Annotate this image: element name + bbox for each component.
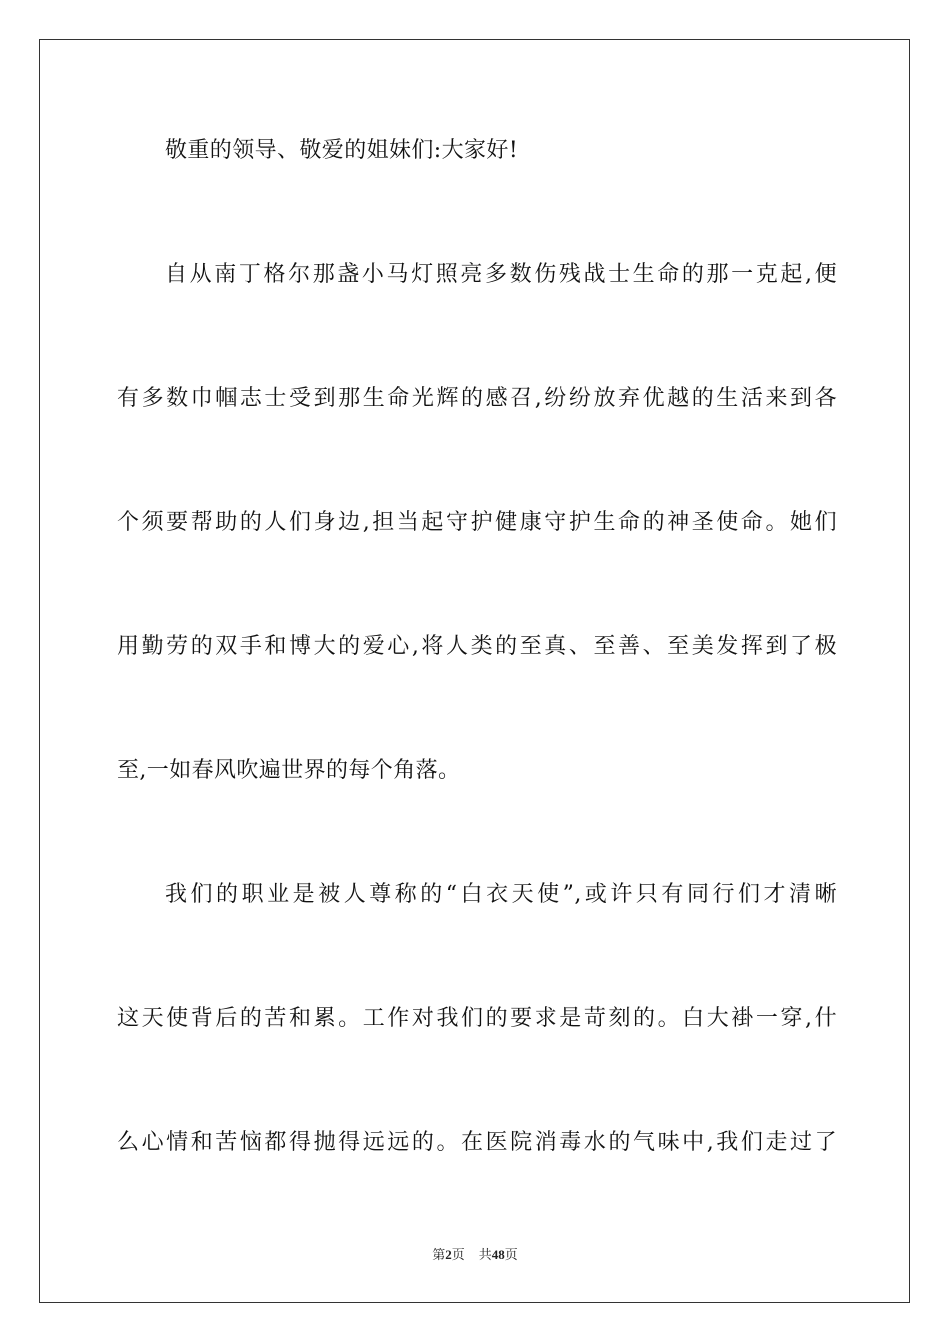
page-footer (0, 1246, 950, 1264)
paragraph-line: 至,一如春风吹遍世界的每个角落。 (117, 758, 461, 783)
page-border (39, 39, 910, 1303)
paragraph-line: 自从南丁格尔那盏小马灯照亮多数伤残战士生命的那一克起,便 (165, 262, 837, 287)
paragraph-line: 敬重的领导、敬爱的姐妹们:大家好! (165, 138, 519, 163)
total-suffix: 页 (504, 1247, 518, 1262)
paragraph-line: 个须要帮助的人们身边,担当起守护健康守护生命的神圣使命。她们 (117, 510, 837, 535)
paragraph-line: 有多数巾帼志士受到那生命光辉的感召,纷纷放弃优越的生活来到各 (117, 386, 837, 411)
total-pages: 48 (491, 1247, 505, 1262)
paragraph-line: 用勤劳的双手和博大的爱心,将人类的至真、至善、至美发挥到了极 (117, 634, 837, 659)
page-prefix: 第 (432, 1247, 446, 1262)
total-prefix: 共 (478, 1247, 492, 1262)
paragraph-line: 么心情和苦恼都得抛得远远的。在医院消毒水的气味中,我们走过了 (117, 1130, 837, 1155)
paragraph-line: 我们的职业是被人尊称的“白衣天使”,或许只有同行们才清晰 (165, 882, 837, 907)
paragraph-line: 这天使背后的苦和累。工作对我们的要求是苛刻的。白大褂一穿,什 (117, 1006, 837, 1031)
page-suffix: 页 (451, 1247, 465, 1262)
page-number: 2 (445, 1247, 452, 1262)
